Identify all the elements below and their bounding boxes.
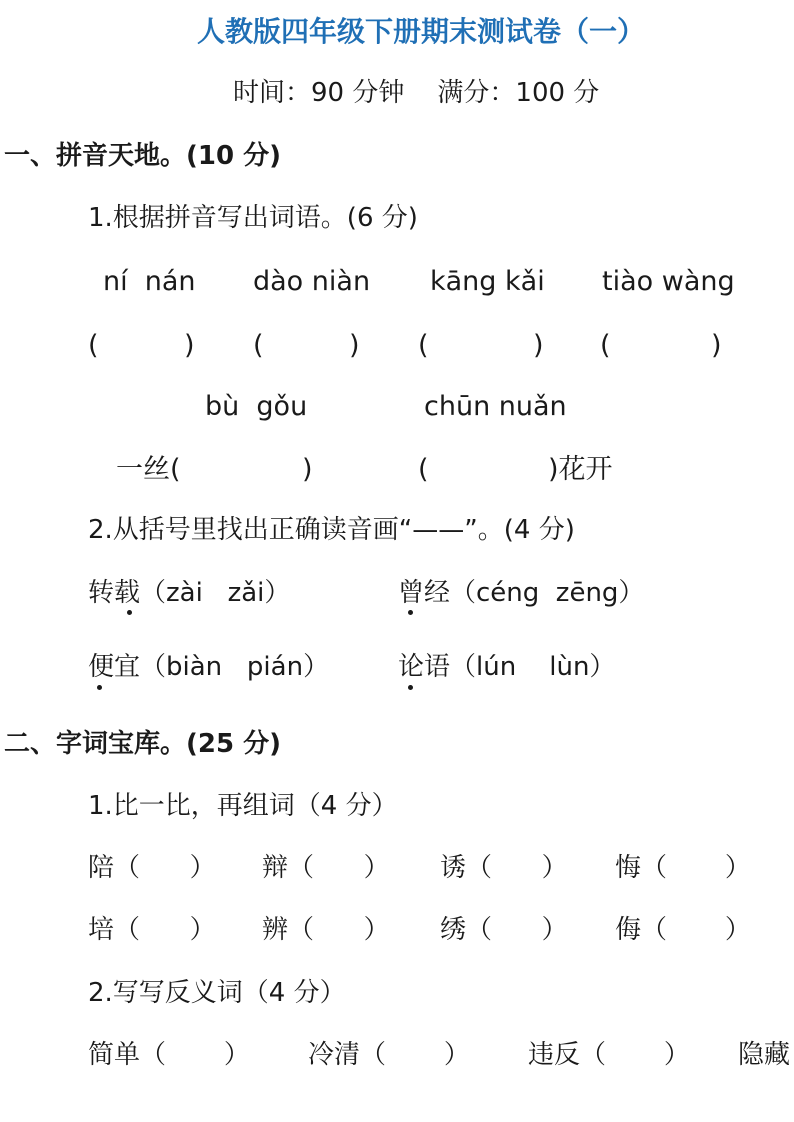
blank-open: (	[88, 330, 99, 361]
antonym-item: 冷清（ ）	[308, 1040, 470, 1070]
blank-open: (	[418, 330, 429, 361]
compare-item: 绣（ ）	[440, 915, 568, 945]
compare-item: 陪（ ）	[88, 853, 216, 883]
pronunciation-item: 便宜（biàn pián）	[88, 652, 330, 682]
phrase-prefix: 一丝(	[116, 454, 181, 485]
compare-item: 侮（ ）	[615, 915, 751, 945]
antonym-item: 违反（ ）	[528, 1040, 690, 1070]
exam-info: 时间：90 分钟 满分：100 分	[233, 78, 600, 108]
page-title: 人教版四年级下册期末测试卷（一）	[197, 15, 646, 48]
pronunciation-item: 转载（zài zǎi）	[88, 578, 291, 608]
phrase-suffix: )花开	[548, 454, 613, 485]
blank-close: )	[533, 330, 544, 361]
pinyin-prompt: ní nán	[103, 266, 196, 297]
blank-close: )	[184, 330, 195, 361]
emphasis-dot	[408, 685, 413, 690]
compare-item: 培（ ）	[88, 915, 216, 945]
emphasis-dot	[127, 610, 132, 615]
blank-close: )	[302, 454, 313, 485]
blank-close: )	[349, 330, 360, 361]
blank-open: (	[600, 330, 611, 361]
antonym-item: 隐藏	[738, 1040, 791, 1070]
section-heading-pinyin: 一、拼音天地。(10 分)	[4, 141, 281, 171]
pronunciation-item: 论语（lún lùn）	[398, 652, 616, 682]
question-label: 1.根据拼音写出词语。(6 分)	[88, 203, 418, 233]
question-label: 1.比一比，再组词（4 分）	[88, 791, 398, 821]
question-label: 2.写写反义词（4 分）	[88, 978, 346, 1008]
compare-item: 辩（ ）	[262, 853, 390, 883]
compare-item: 辨（ ）	[262, 915, 390, 945]
compare-item: 悔（ ）	[615, 853, 751, 883]
pinyin-prompt: chūn nuǎn	[424, 391, 567, 422]
pinyin-prompt: kāng kǎi	[430, 266, 545, 297]
pronunciation-item: 曾经（céng zēng）	[398, 578, 645, 608]
emphasis-dot	[97, 685, 102, 690]
section-heading-vocabulary: 二、字词宝库。(25 分)	[4, 729, 281, 759]
pinyin-prompt: tiào wàng	[602, 266, 735, 297]
emphasis-dot	[408, 610, 413, 615]
compare-item: 诱（ ）	[440, 853, 568, 883]
blank-open: (	[253, 330, 264, 361]
blank-close: )	[711, 330, 722, 361]
blank-open: (	[418, 454, 429, 485]
pinyin-prompt: bù gǒu	[205, 391, 308, 422]
antonym-item: 简单（ ）	[88, 1040, 250, 1070]
question-label: 2.从括号里找出正确读音画“——”。(4 分)	[88, 515, 575, 545]
pinyin-prompt: dào niàn	[253, 266, 371, 297]
